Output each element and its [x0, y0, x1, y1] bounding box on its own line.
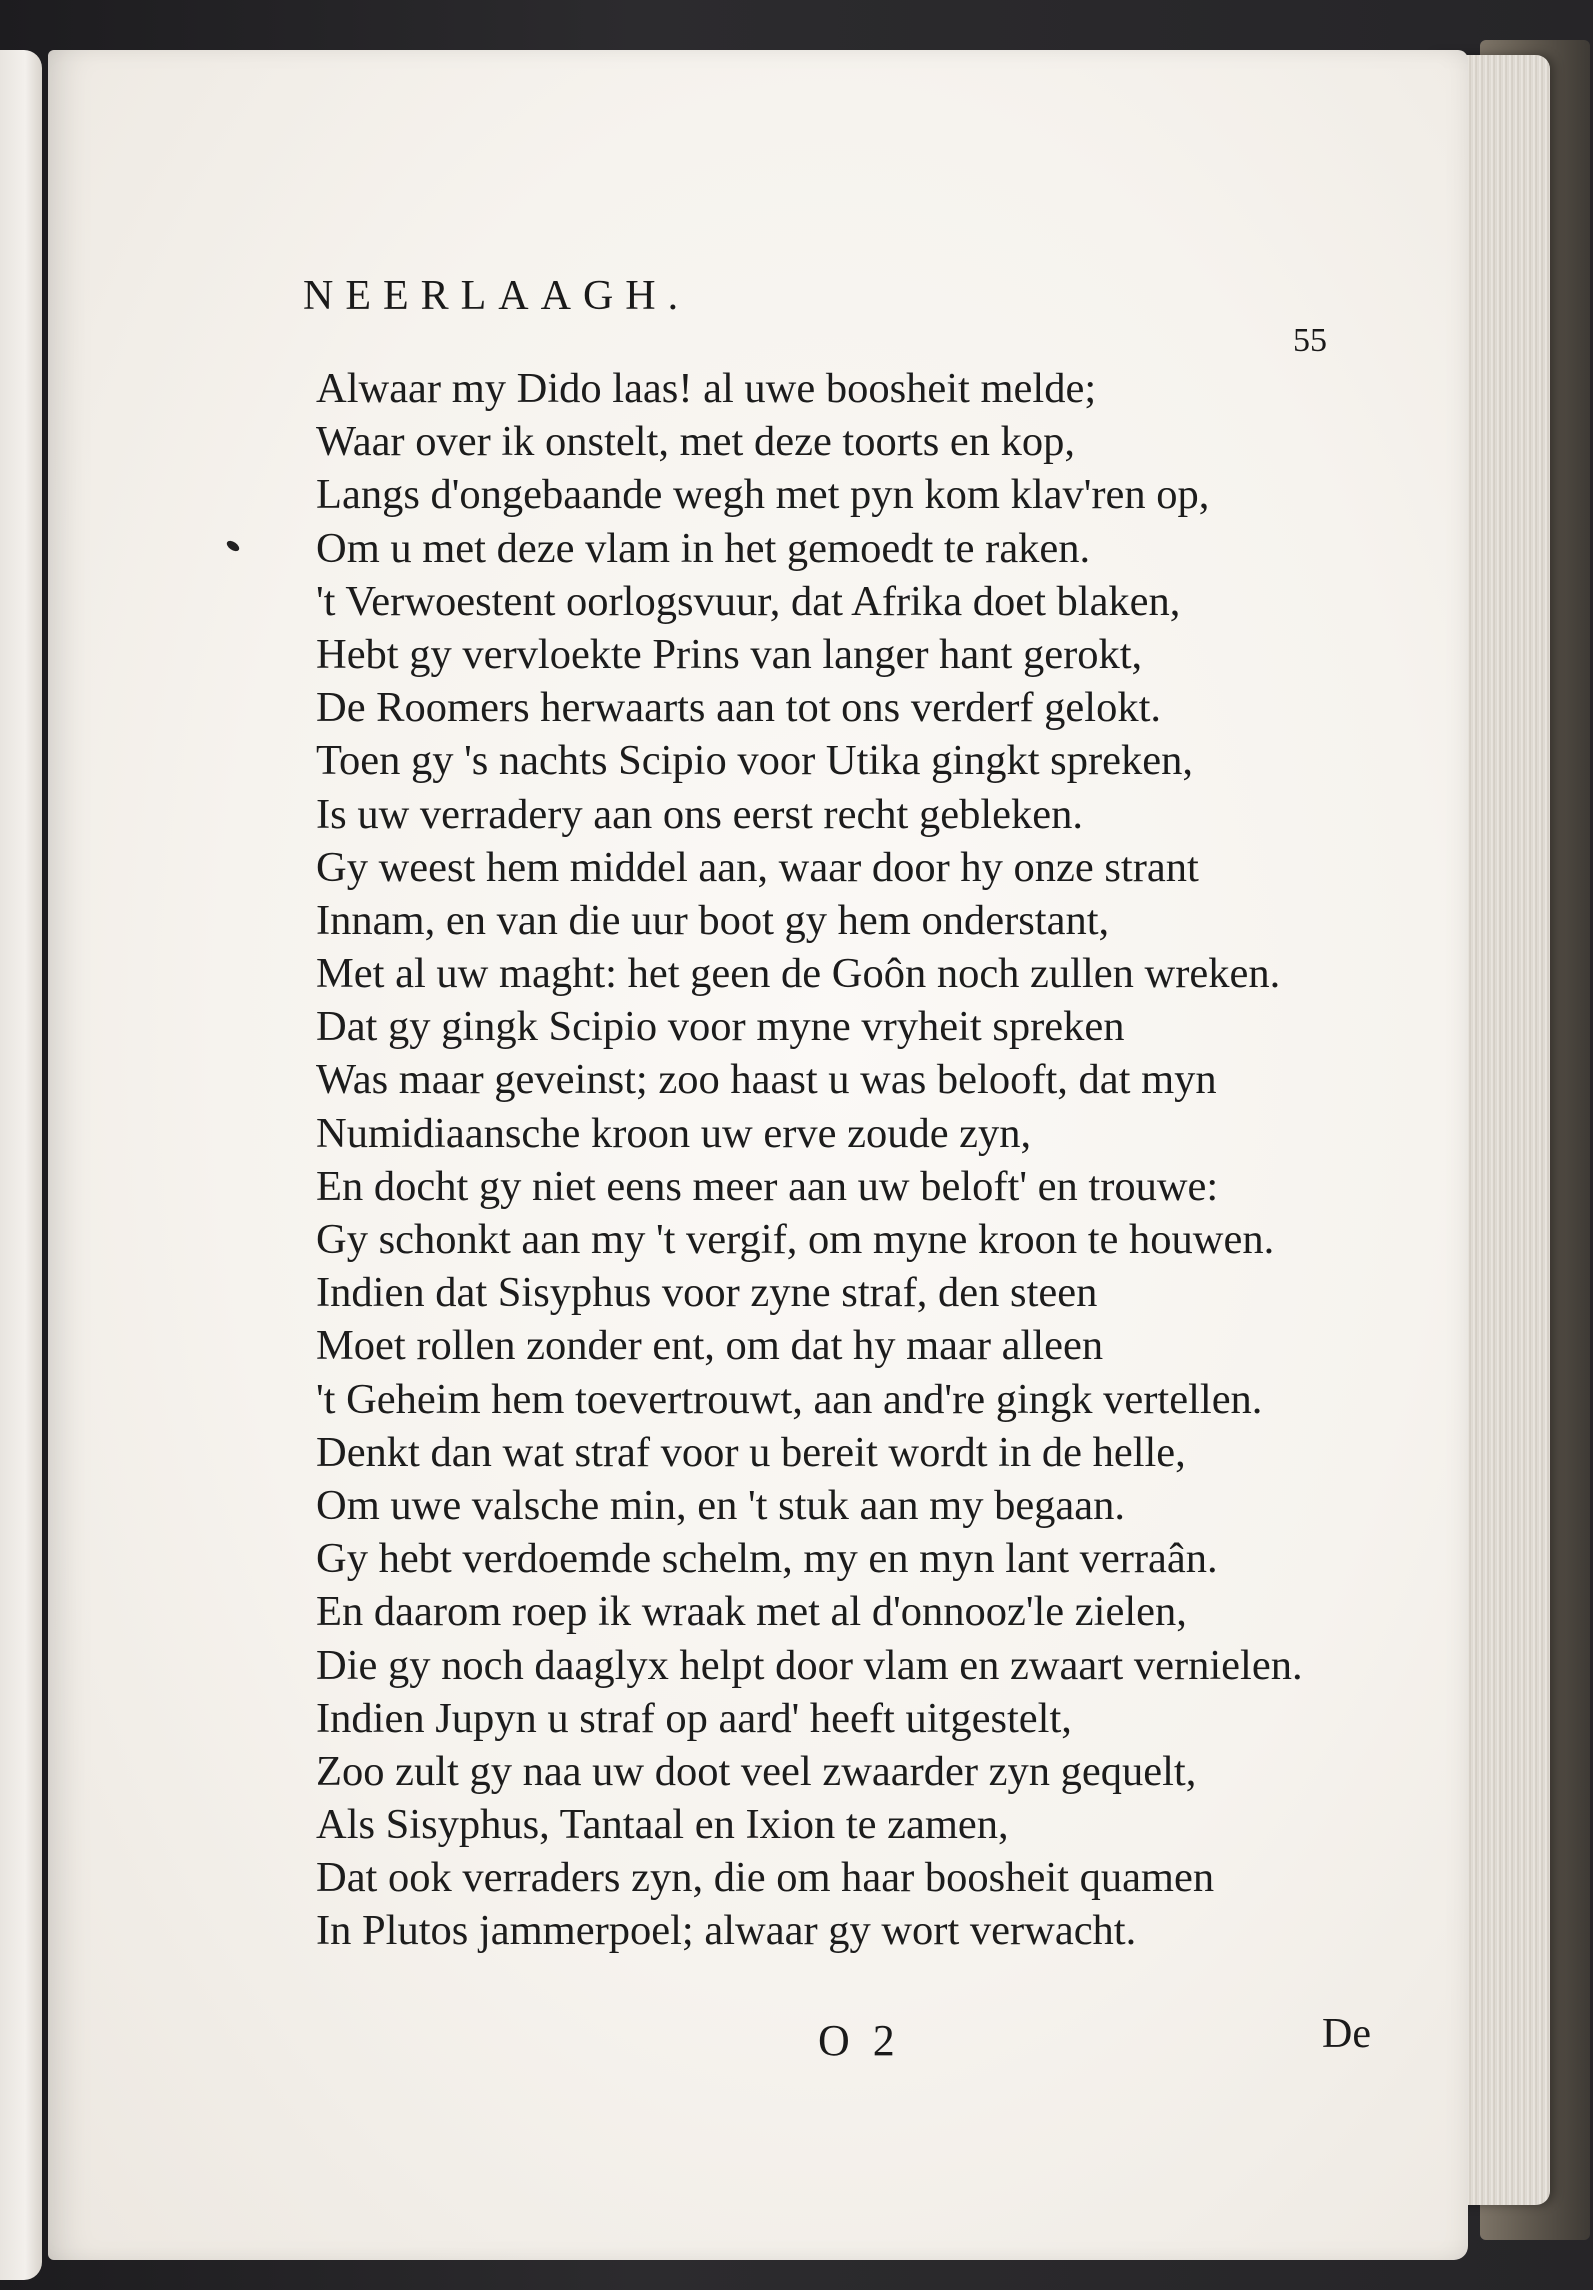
verse-line: Denkt dan wat straf voor u bereit wordt in de helle,: [316, 1428, 1186, 1476]
verse-line: Gy weest hem middel aan, waar door hy onze strant: [316, 843, 1199, 891]
ink-mark: [225, 539, 241, 554]
verse-line: Was maar geveinst; zoo haast u was belooft, dat myn: [316, 1056, 1217, 1104]
book-page: [48, 50, 1468, 2260]
verse-line: Dat gy gingk Scipio voor myne vryheit spreken: [316, 1003, 1125, 1051]
verse-line: Is uw verradery aan ons eerst recht gebleken.: [316, 790, 1084, 838]
verse-line: Moet rollen zonder ent, om dat hy maar alleen: [316, 1322, 1104, 1370]
verse-line: Gy schonkt aan my 't vergif, om myne kroon te houwen.: [316, 1216, 1275, 1263]
verse-line: En daarom roep ik wraak met al d'onnooz'le zielen,: [316, 1588, 1187, 1636]
verse-line: Hebt gy vervloekte Prins van langer hant gerokt,: [316, 630, 1143, 678]
verse-line: Zoo zult gy naa uw doot veel zwaarder zyn gequelt,: [316, 1747, 1197, 1795]
verse-line: 't Geheim hem toevertrouwt, aan and're gingk vertellen.: [316, 1375, 1263, 1423]
verse-line: Alwaar my Dido laas! al uwe boosheit melde;: [316, 365, 1097, 412]
verse-line: Indien Jupyn u straf op aard' heeft uitgestelt,: [316, 1694, 1072, 1742]
verse-line: 't Verwoestent oorlogsvuur, dat Afrika doet blaken,: [316, 577, 1181, 625]
verse-line: Als Sisyphus, Tantaal en Ixion te zamen,: [316, 1801, 1009, 1849]
facing-page-edge: [0, 50, 42, 2280]
verse-line: Indien dat Sisyphus voor zyne straf, den steen: [316, 1269, 1098, 1317]
verse-line: Innam, en van die uur boot gy hem onderstant,: [316, 896, 1110, 944]
signature-mark: O 2: [818, 2016, 901, 2065]
verse-line: Numidiaansche kroon uw erve zoude zyn,: [316, 1109, 1032, 1157]
catchword: De: [1322, 2011, 1371, 2057]
verse-line: En docht gy niet eens meer aan uw beloft' en trouwe:: [316, 1162, 1219, 1210]
verse-line: In Plutos jammerpoel; alwaar gy wort verwacht.: [316, 1907, 1137, 1955]
verse-line: Gy hebt verdoemde schelm, my en myn lant verraân.: [316, 1535, 1218, 1583]
verse-line: Die gy noch daaglyx helpt door vlam en zwaart vernielen.: [316, 1641, 1303, 1689]
verse-line: Om uwe valsche min, en 't stuk aan my begaan.: [316, 1481, 1126, 1529]
verse-line: Toen gy 's nachts Scipio voor Utika gingkt spreken,: [316, 737, 1193, 785]
verse-line: De Roomers herwaarts aan tot ons verderf gelokt.: [316, 684, 1161, 732]
verse-block: [316, 362, 1303, 1958]
verse-line: Om u met deze vlam in het gemoedt te raken.: [316, 524, 1091, 572]
verse-line: Waar over ik onstelt, met deze toorts en kop,: [316, 418, 1075, 466]
page-number: 55: [1293, 322, 1327, 359]
verse-line: Met al uw maght: het geen de Goôn noch zullen wreken.: [316, 950, 1281, 998]
verse-line: Dat ook verraders zyn, die om haar boosheit quamen: [316, 1854, 1215, 1902]
running-head: NEERLAAGH.: [303, 273, 691, 319]
verse-line: Langs d'ongebaande wegh met pyn kom klav'ren op,: [316, 471, 1210, 519]
